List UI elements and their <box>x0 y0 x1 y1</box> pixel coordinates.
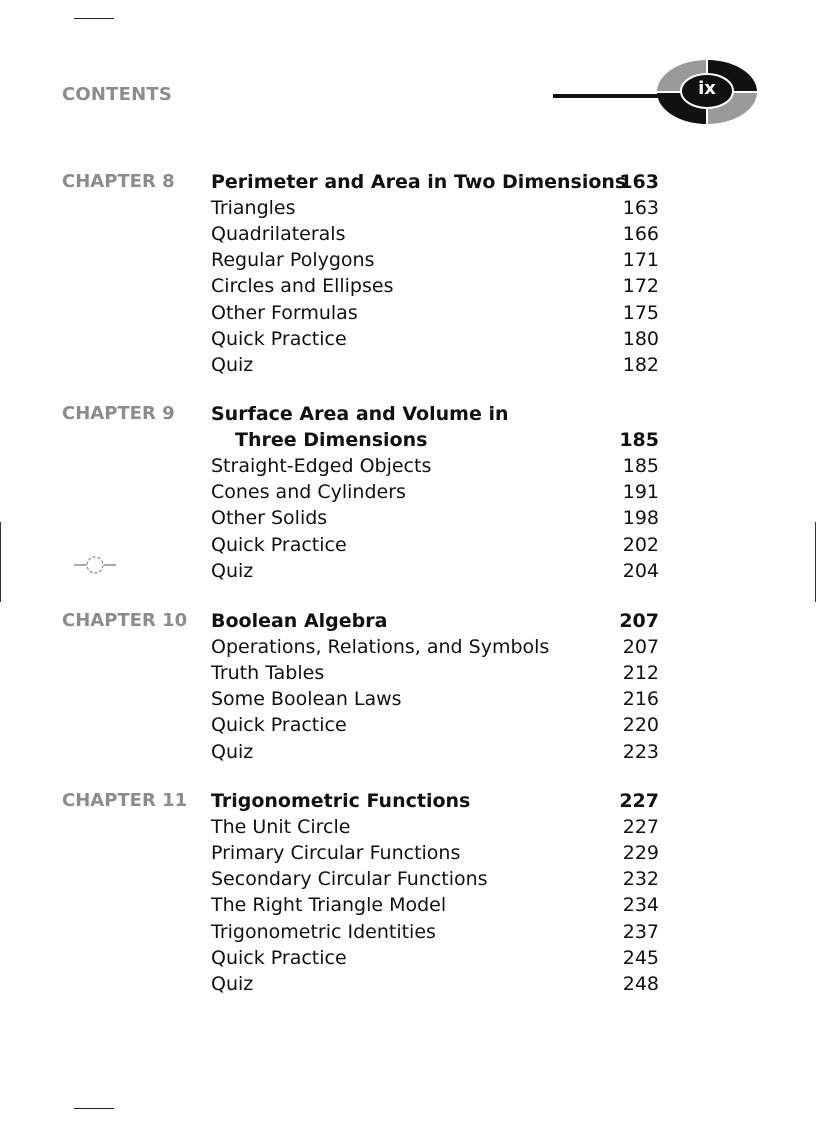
section-title: Secondary Circular Functions <box>211 868 488 891</box>
section-title: The Right Triangle Model <box>211 894 447 917</box>
chapter-title: Perimeter and Area in Two Dimensions <box>211 171 627 193</box>
section-page-number: 232 <box>622 868 659 891</box>
section-page-number: 229 <box>622 842 659 865</box>
chapter-title: Three Dimensions <box>235 429 428 452</box>
chapter-label: CHAPTER 9 <box>62 403 175 424</box>
section-page-number: 172 <box>622 275 659 298</box>
crop-mark-bottom <box>74 1108 114 1109</box>
section-title: Quick Practice <box>211 327 347 350</box>
section-title: Quiz <box>211 972 254 995</box>
chapter-label: CHAPTER 11 <box>62 790 188 811</box>
section-title: Quick Practice <box>211 946 347 969</box>
chapter-title-line <box>211 788 659 814</box>
section-title: Primary Circular Functions <box>211 842 461 865</box>
toc-entry <box>211 814 659 840</box>
chapter-title-line <box>211 608 659 634</box>
edge-mark-left <box>0 522 1 602</box>
section-title: Quick Practice <box>211 533 347 556</box>
section-title: Quiz <box>211 353 254 376</box>
crop-mark-top <box>74 18 114 19</box>
section-heading: CONTENTS <box>62 84 173 105</box>
section-page-number: 163 <box>622 197 659 220</box>
section-title: Quick Practice <box>211 714 347 737</box>
section-title: Circles and Ellipses <box>211 275 394 298</box>
toc-entry <box>211 919 659 945</box>
chapter-page-number: 207 <box>619 610 659 632</box>
section-title: Cones and Cylinders <box>211 481 406 504</box>
chapter-label: CHAPTER 10 <box>62 610 188 631</box>
toc-entry <box>211 840 659 866</box>
chapter-page-number: 185 <box>619 429 659 452</box>
section-page-number: 223 <box>622 740 659 763</box>
section-title: Triangles <box>211 197 296 220</box>
section-title: Quiz <box>211 740 254 763</box>
toc-entry <box>211 300 659 326</box>
chapter-page-number: 227 <box>619 790 659 812</box>
section-page-number: 175 <box>622 301 659 324</box>
toc-entry <box>211 660 659 686</box>
section-title: Straight-Edged Objects <box>211 455 432 478</box>
toc-entry <box>211 686 659 712</box>
toc-entry <box>211 892 659 918</box>
toc-entry <box>211 739 659 765</box>
chapter-title-line <box>211 427 659 453</box>
toc-entry <box>211 221 659 247</box>
chapter-title: Surface Area and Volume in <box>211 403 509 425</box>
toc-entry <box>211 352 659 378</box>
section-page-number: 182 <box>622 353 659 376</box>
section-page-number: 216 <box>622 688 659 711</box>
section-page-number: 248 <box>622 972 659 995</box>
toc-entry <box>211 634 659 660</box>
section-title: Truth Tables <box>211 662 325 685</box>
section-title: Quadrilaterals <box>211 223 346 246</box>
section-page-number: 166 <box>622 223 659 246</box>
toc-entry <box>211 247 659 273</box>
toc-entry <box>211 326 659 352</box>
toc-entry <box>211 712 659 738</box>
section-title: Some Boolean Laws <box>211 688 402 711</box>
section-title: Other Solids <box>211 507 328 530</box>
section-title: Quiz <box>211 559 254 582</box>
section-page-number: 220 <box>622 714 659 737</box>
section-title: Trigonometric Identities <box>211 920 436 943</box>
section-page-number: 171 <box>622 249 659 272</box>
section-page-number: 180 <box>622 327 659 350</box>
toc-entry <box>211 505 659 531</box>
chapter-title: Trigonometric Functions <box>211 790 471 812</box>
section-page-number: 245 <box>622 946 659 969</box>
section-page-number: 204 <box>622 559 659 582</box>
section-title: Regular Polygons <box>211 249 375 272</box>
toc-entry <box>211 971 659 997</box>
section-page-number: 202 <box>622 533 659 556</box>
section-page-number: 185 <box>622 455 659 478</box>
registration-mark-icon <box>74 554 116 576</box>
section-page-number: 191 <box>622 481 659 504</box>
toc-entry <box>211 273 659 299</box>
section-page-number: 234 <box>622 894 659 917</box>
toc-entry <box>211 453 659 479</box>
toc-entry <box>211 866 659 892</box>
section-page-number: 212 <box>622 662 659 685</box>
section-title: Operations, Relations, and Symbols <box>211 636 550 659</box>
toc-entry <box>211 479 659 505</box>
section-page-number: 227 <box>622 816 659 839</box>
toc-entry <box>211 945 659 971</box>
toc-entry <box>211 195 659 221</box>
section-page-number: 237 <box>622 920 659 943</box>
toc-entry <box>211 532 659 558</box>
page-number: ix <box>698 78 716 99</box>
chapter-title: Boolean Algebra <box>211 610 388 632</box>
section-page-number: 198 <box>622 507 659 530</box>
chapter-title-line <box>211 169 659 195</box>
toc-entry <box>211 558 659 584</box>
chapter-label: CHAPTER 8 <box>62 171 175 192</box>
section-title: The Unit Circle <box>211 816 351 839</box>
section-title: Other Formulas <box>211 301 358 324</box>
section-page-number: 207 <box>622 636 659 659</box>
chapter-title-line <box>211 401 659 427</box>
chapter-page-number: 163 <box>619 171 659 193</box>
